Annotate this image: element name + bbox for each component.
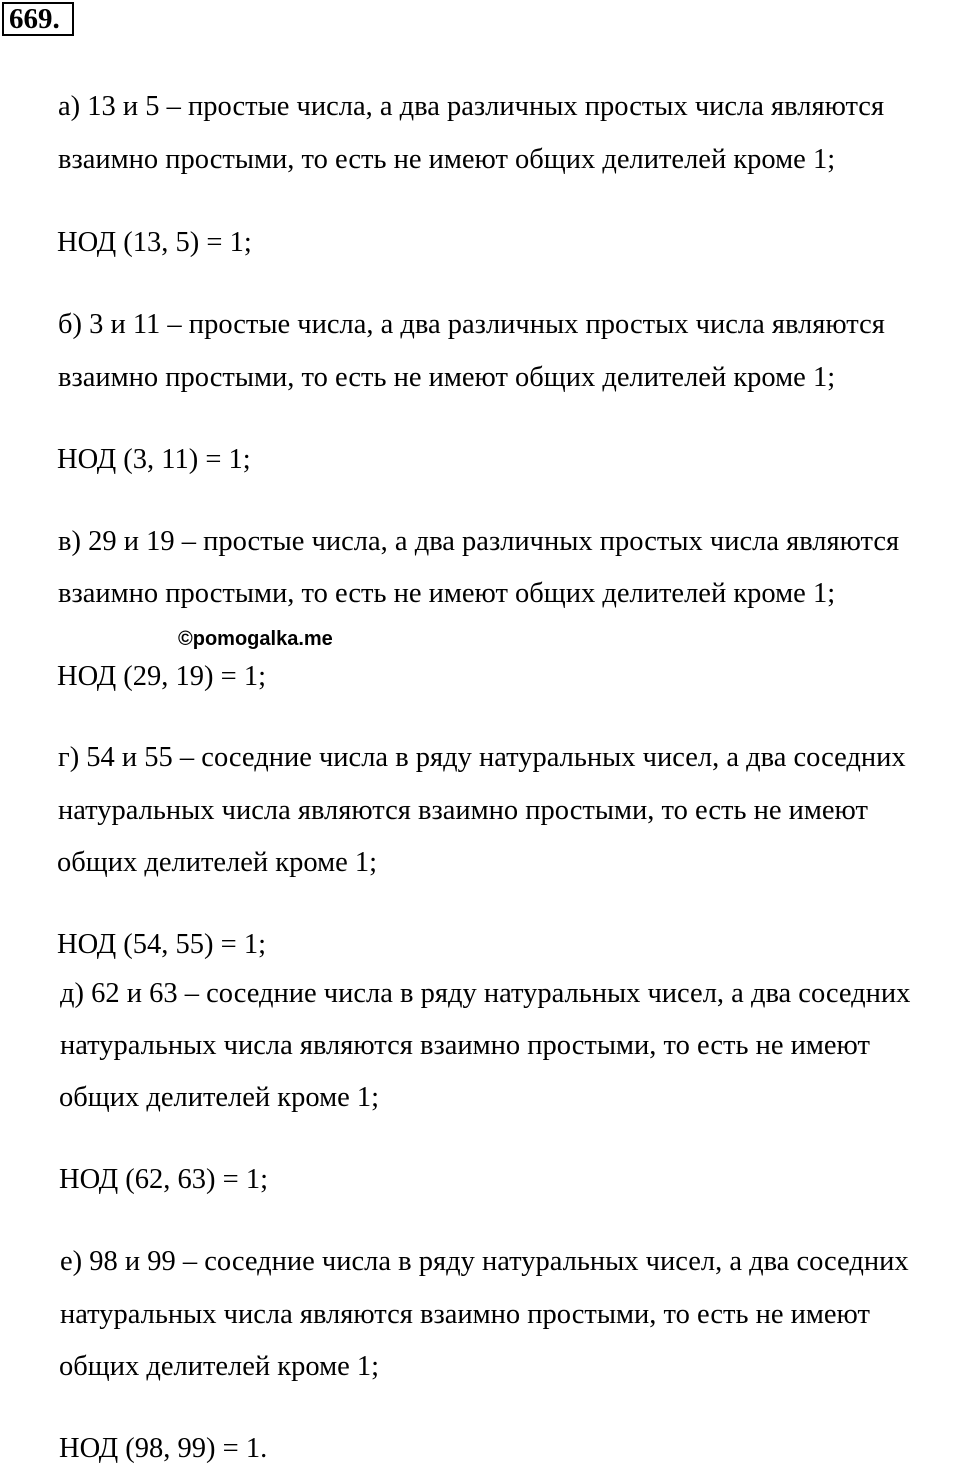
part-g-line-2: натуральных числа являются взаимно простыми, то есть не имеют xyxy=(58,795,868,826)
part-e-result: НОД (98, 99) = 1. xyxy=(59,1433,268,1464)
part-e-line-3: общих делителей кроме 1; xyxy=(59,1351,380,1382)
part-a-line-1: а) 13 и 5 – простые числа, а два различных простых числа являются xyxy=(58,91,885,122)
part-g-result: НОД (54, 55) = 1; xyxy=(57,929,267,960)
part-d-line-3: общих делителей кроме 1; xyxy=(59,1082,380,1113)
part-v-result: НОД (29, 19) = 1; xyxy=(57,661,267,692)
watermark: ©pomogalka.me xyxy=(178,628,333,650)
part-a-result: НОД (13, 5) = 1; xyxy=(57,227,252,258)
part-v-line-2: взаимно простыми, то есть не имеют общих делителей кроме 1; xyxy=(58,578,836,609)
part-d-line-1: д) 62 и 63 – соседние числа в ряду натуральных чисел, а два соседних xyxy=(60,978,911,1009)
part-b-line-1: б) 3 и 11 – простые числа, а два различных простых числа являются xyxy=(58,309,885,340)
part-b-line-2: взаимно простыми, то есть не имеют общих делителей кроме 1; xyxy=(58,362,836,393)
part-e-line-1: е) 98 и 99 – соседние числа в ряду натуральных чисел, а два соседних xyxy=(60,1246,909,1277)
part-g-line-3: общих делителей кроме 1; xyxy=(57,847,378,878)
part-g-line-1: г) 54 и 55 – соседние числа в ряду натуральных чисел, а два соседних xyxy=(58,742,906,773)
part-d-result: НОД (62, 63) = 1; xyxy=(59,1164,269,1195)
part-v-line-1: в) 29 и 19 – простые числа, а два различных простых числа являются xyxy=(58,526,900,557)
part-a-line-2: взаимно простыми, то есть не имеют общих делителей кроме 1; xyxy=(58,144,836,175)
part-e-line-2: натуральных числа являются взаимно простыми, то есть не имеют xyxy=(60,1299,870,1330)
part-b-result: НОД (3, 11) = 1; xyxy=(57,444,251,475)
problem-number: 669. xyxy=(2,2,74,36)
part-d-line-2: натуральных числа являются взаимно простыми, то есть не имеют xyxy=(60,1030,870,1061)
